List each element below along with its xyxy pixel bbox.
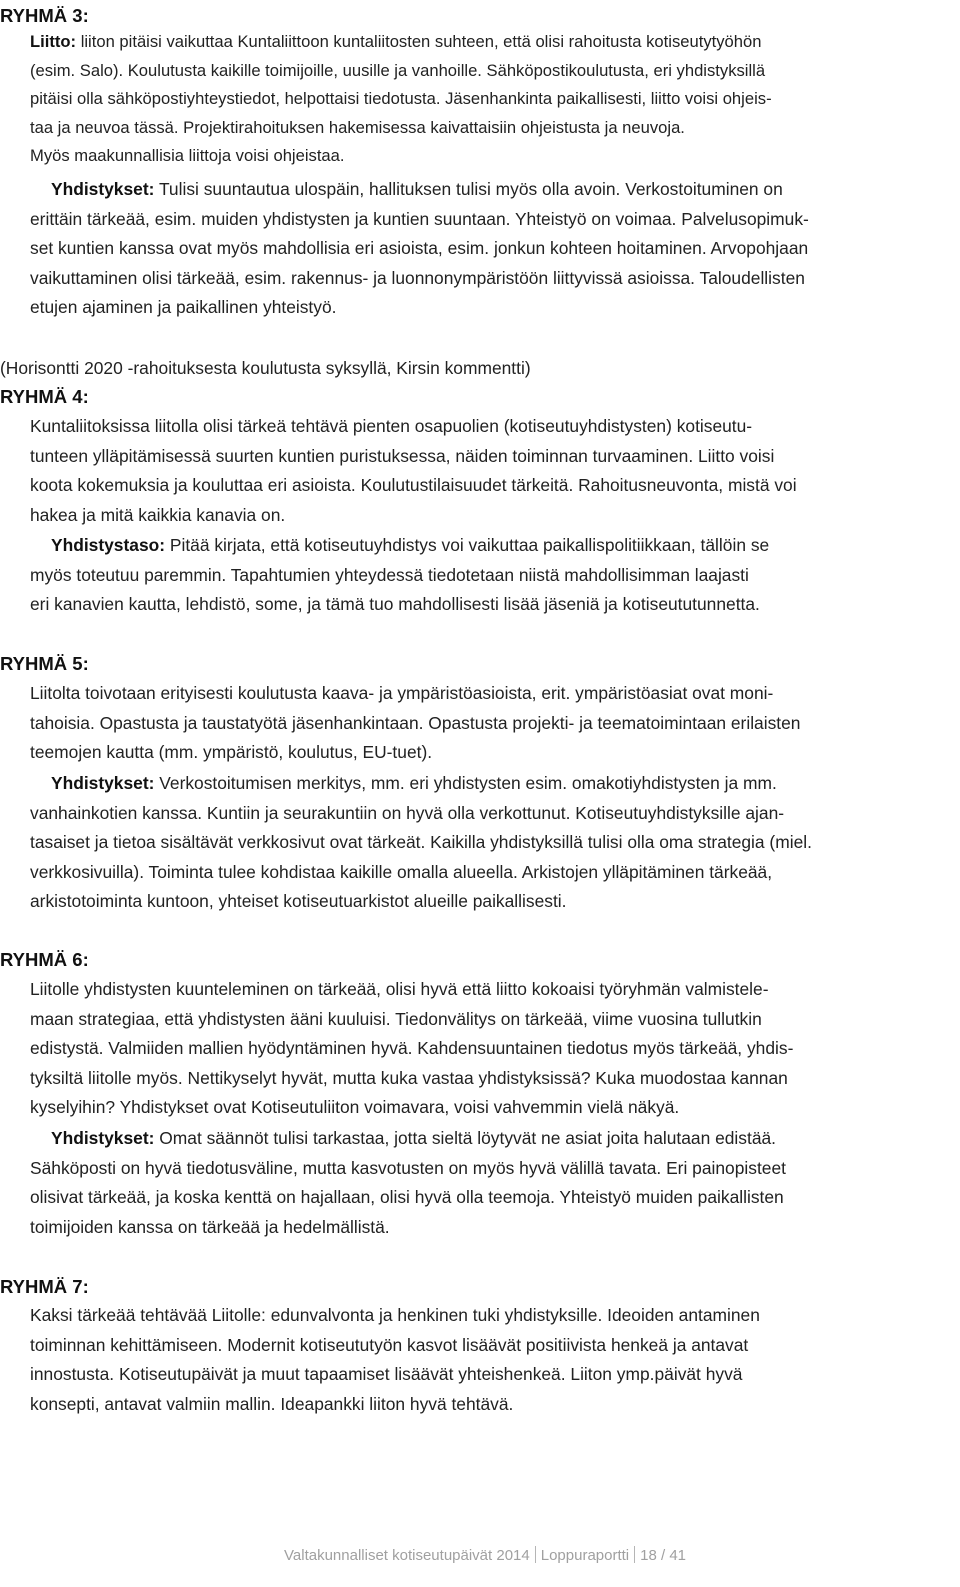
yhdistykset-label: Yhdistykset: <box>51 1128 155 1148</box>
page-footer <box>284 1546 686 1564</box>
footer-divider <box>634 1546 635 1563</box>
text-line: tahoisia. Opastusta ja taustatyötä jäsenhankintaan. Opastusta projekti- ja teematoimintaan erilaisten <box>30 712 801 733</box>
yhdistystaso-label: Yhdistystaso: <box>51 535 166 555</box>
footer-divider <box>535 1546 536 1563</box>
text-line: vanhainkotien kanssa. Kuntiin ja seurakuntiin on hyvä olla verkottunut. Kotiseutuyhdistyksille ajan- <box>30 802 785 823</box>
text-line: Myös maakunnallisia liittoja voisi ohjeistaa. <box>30 146 345 166</box>
text-line: Liitto: liiton pitäisi vaikuttaa Kuntaliittoon kuntaliitosten suhteen, että olisi rahoitusta kotiseutytyöhön <box>30 32 762 51</box>
text-line: toimijoiden kanssa on tärkeää ja hedelmällistä. <box>30 1216 390 1237</box>
group-7-heading: RYHMÄ 7: <box>0 1276 89 1297</box>
text-line: myös toteutuu paremmin. Tapahtumien yhteydessä tiedotetaan niistä mahdollisimman laajasti <box>30 564 749 585</box>
group-4-heading: RYHMÄ 4: <box>0 386 89 407</box>
group-7-paragraph <box>30 1301 952 1419</box>
text-line: vaikuttaminen olisi tärkeää, esim. rakennus- ja luonnonympäristöön liittyvissä asioissa. Taloudellisten <box>30 267 805 288</box>
group-6-heading: RYHMÄ 6: <box>0 949 89 970</box>
text-line: Yhdistystaso: Pitää kirjata, että kotiseutuyhdistys voi vaikuttaa paikallispolitiikkaan, tällöin se <box>51 535 770 555</box>
horisontti-note: (Horisontti 2020 -rahoituksesta koulutusta syksyllä, Kirsin kommentti) <box>0 358 531 378</box>
text-line: maan strategiaa, että yhdistysten ääni kuuluisi. Tiedonvälitys on tärkeää, viime vuosina tullutkin <box>30 1008 762 1029</box>
text-line: set kuntien kanssa ovat myös mahdollisia eri asioista, esim. jonkun kohteen hoitaminen. Arvopohjaan <box>30 238 809 258</box>
text-line: teemojen kautta (mm. ympäristö, koulutus, EU-tuet). <box>30 742 433 762</box>
text-line: Kaksi tärkeää tehtävää Liitolle: edunvalvonta ja henkinen tuki yhdistyksille. Ideoiden antaminen <box>30 1305 760 1325</box>
text-line: edistystä. Valmiiden mallien hyödyntäminen hyvä. Kahdensuuntainen tiedotus myös tärkeää, yhdis- <box>30 1038 794 1058</box>
footer-event: Valtakunnalliset kotiseutupäivät 2014 <box>284 1547 530 1564</box>
liitto-label: Liitto: <box>30 32 77 51</box>
text-line: koota kokemuksia ja kouluttaa eri asioista. Koulutustilaisuudet tärkeitä. Rahoitusneuvonta, mistä voi <box>30 475 797 495</box>
text-line: verkkosivuilla). Toiminta tulee kohdistaa kaikille omalla alueella. Arkistojen ylläpitäminen tärkeää, <box>30 861 773 882</box>
text-line: Yhdistykset: Tulisi suuntautua ulospäin, hallituksen tulisi myös olla avoin. Verkostoituminen on <box>51 179 783 199</box>
footer-report: Loppuraportti <box>540 1547 630 1564</box>
text-line: Yhdistykset: Omat säännöt tulisi tarkastaa, jotta sieltä löytyvät ne asiat joita halutaan edistää. <box>51 1128 777 1148</box>
text-line: hakea ja mitä kaikkia kanavia on. <box>30 504 286 525</box>
group-5-paragraph <box>30 679 952 768</box>
text-line: (esim. Salo). Koulutusta kaikille toimijoille, uusille ja vanhoille. Sähköpostikoulutusta, eri yhdistyksillä <box>30 60 766 80</box>
yhdistykset-label: Yhdistykset: <box>51 773 155 793</box>
text-line: tyksiltä liitolle myös. Nettikyselyt hyvät, mutta kuka vastaa yhdistyksissä? Kuka muodostaa kannan <box>30 1067 788 1088</box>
group-6-paragraph <box>30 975 952 1123</box>
text-line: pitäisi olla sähköpostiyhteystiedot, helpottaisi tiedotusta. Jäsenhankinta paikallisesti, liitto voisi ohjeis- <box>30 89 772 109</box>
yhdistykset-label: Yhdistykset: <box>51 179 155 199</box>
group-3-heading: RYHMÄ 3: <box>0 5 89 26</box>
text-line: tunteen ylläpitämisessä suurten kuntien puristuksessa, näiden toiminnan turvaaminen. Liitto voisi <box>30 445 775 466</box>
text-line: eri kanavien kautta, lehdistö, some, ja tämä tuo mahdollisesti lisää jäseniä ja kotiseututunnetta. <box>30 594 760 614</box>
text-line: etujen ajaminen ja paikallinen yhteistyö. <box>30 297 337 317</box>
text-line: taa ja neuvoa tässä. Projektirahoituksen hakemisessa kaivattaisiin ohjeistusta ja neuvoja. <box>30 117 685 137</box>
text-line: erittäin tärkeää, esim. muiden yhdistysten ja kuntien suuntaan. Yhteistyö on voimaa. Palvelusopimuk- <box>30 208 809 229</box>
text-line: Yhdistykset: Verkostoitumisen merkitys, mm. eri yhdistysten esim. omakotiyhdistysten ja mm. <box>51 773 777 793</box>
text-line: arkistotoiminta kuntoon, yhteiset kotiseutuarkistot alueille paikallisesti. <box>30 891 567 911</box>
text-line: toiminnan kehittämiseen. Modernit kotiseututyön kasvot lisäävät positiivista henkeä ja antavat <box>30 1334 749 1355</box>
text-line: Kuntaliitoksissa liitolla olisi tärkeä tehtävä pienten osapuolien (kotiseutuyhdistysten) kotiseutu- <box>30 416 753 436</box>
footer-page-number: 18 / 41 <box>640 1547 687 1564</box>
group-3-liitto-paragraph <box>30 28 952 171</box>
group-4-yhdistystaso-paragraph <box>30 531 952 620</box>
group-5-heading: RYHMÄ 5: <box>0 653 89 674</box>
text-line: kyselyihin? Yhdistykset ovat Kotiseutuliiton voimavara, voisi vahvemmin vielä näkyä. <box>30 1097 680 1117</box>
group-4-paragraph <box>30 412 952 530</box>
text-line: Sähköposti on hyvä tiedotusväline, mutta kasvotusten on myös hyvä välillä tavata. Eri painopisteet <box>30 1157 786 1178</box>
text-line: Liitolle yhdistysten kuunteleminen on tärkeää, olisi hyvä että liitto kokoaisi työryhmän valmistele- <box>30 979 769 999</box>
text-line: konsepti, antavat valmiin mallin. Ideapankki liiton hyvä tehtävä. <box>30 1393 514 1414</box>
group-5-yhdistykset-paragraph <box>30 769 952 917</box>
group-3-yhdistykset-paragraph <box>30 175 952 323</box>
text-line: innostusta. Kotiseutupäivät ja muut tapaamiset lisäävät yhteishenkeä. Liiton ymp.päivät hyvä <box>30 1364 743 1384</box>
text-line: Liitolta toivotaan erityisesti koulutusta kaava- ja ympäristöasioista, erit. ympäristöasiat ovat moni- <box>30 683 774 703</box>
text-line: olisivat tärkeää, ja koska kenttä on hajallaan, olisi hyvä olla teemoja. Yhteistyö muiden paikallisten <box>30 1187 784 1207</box>
group-6-yhdistykset-paragraph <box>30 1124 952 1242</box>
text-line: tasaiset ja tietoa sisältävät verkkosivut ovat tärkeät. Kaikilla yhdistyksillä tulisi olla oma strategia (miel. <box>30 832 812 852</box>
